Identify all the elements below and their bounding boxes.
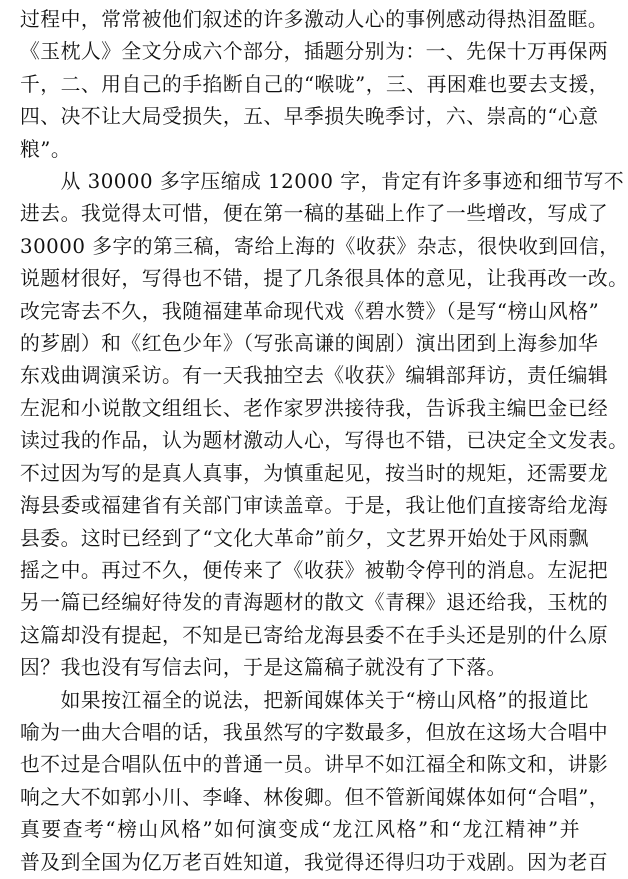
text-line: 普及到全国为亿万老百姓知道，我觉得还得归功于戏剧。因为老百 [20,850,609,874]
text-line: 喻为一曲大合唱的话，我虽然写的字数最多，但放在这场大合唱中 [20,720,609,744]
text-line: 如果按江福全的说法，把新闻媒体关于“榜山风格”的报道比 [20,688,589,712]
paragraph-1 [20,4,610,166]
text-line: 四、决不让大局受损失，五、早季损失晚季讨，六、崇高的“心意 [20,105,599,129]
text-line: 另一篇已经编好待发的青海题材的散文《青稞》退还给我，玉枕的 [20,591,609,615]
text-line: 县委。这时已经到了“文化大革命”前夕，文艺界开始处于风雨飘 [20,526,589,550]
text-line: 响之大不如郭小川、李峰、林俊卿。但不管新闻媒体如何“合唱”， [20,785,610,809]
text-line: 粮”。 [20,137,72,161]
text-line: 这篇却没有提起，不知是已寄给龙海县委不在手头还是别的什么原 [20,623,609,647]
text-line: 进去。我觉得太可惜，便在第一稿的基础上作了一些增改，写成了 [20,202,609,226]
text-line: 真要查考“榜山风格”如何演变成“龙江风格”和“龙江精神”并 [20,818,580,842]
text-line: 的芗剧）和《红色少年》（写张高谦的闽剧）演出团到上海参加华 [20,332,599,356]
text-line: 改完寄去不久，我随福建革命现代戏《碧水赞》（是写“榜山风格” [20,299,600,323]
text-line: 不过因为写的是真人真事，为慎重起见，按当时的规矩，还需要龙 [20,461,609,485]
text-line: 从 30000 多字压缩成 12000 字，肯定有许多事迹和细节写不 [20,170,625,194]
document-page [20,4,628,874]
text-line: 千，二、用自己的手掐断自己的“喉咙”，三、再困难也要去支援， [20,72,610,96]
text-line: 读过我的作品，认为题材激动人心，写得也不错，已决定全文发表。 [20,429,628,453]
text-line: 也不过是合唱队伍中的普通一员。讲早不如江福全和陈文和，讲影 [20,753,609,777]
paragraph-2 [20,166,628,685]
text-line: 30000 多字的第三稿，寄给上海的《收获》杂志，很快收到回信， [20,234,620,258]
text-line: 海县委或福建省有关部门审读盖章。于是，我让他们直接寄给龙海 [20,494,609,518]
text-line: 东戏曲调演采访。有一天我抽空去《收获》编辑部拜访，责任编辑 [20,364,609,388]
text-line: 《玉枕人》全文分成六个部分，插题分别为：一、先保十万再保两 [20,40,609,64]
paragraph-3 [20,685,610,879]
text-line: 说题材很好，写得也不错，提了几条很具体的意见，让我再改一改。 [20,267,628,291]
text-line: 因？我也没有写信去问，于是这篇稿子就没有了下落。 [20,656,507,680]
text-line: 过程中，常常被他们叙述的许多激动人心的事例感动得热泪盈眶。 [20,8,609,31]
text-line: 摇之中。再过不久，便传来了《收获》被勒令停刊的消息。左泥把 [20,558,609,582]
text-line: 左泥和小说散文组组长、老作家罗洪接待我，告诉我主编巴金已经 [20,396,609,420]
